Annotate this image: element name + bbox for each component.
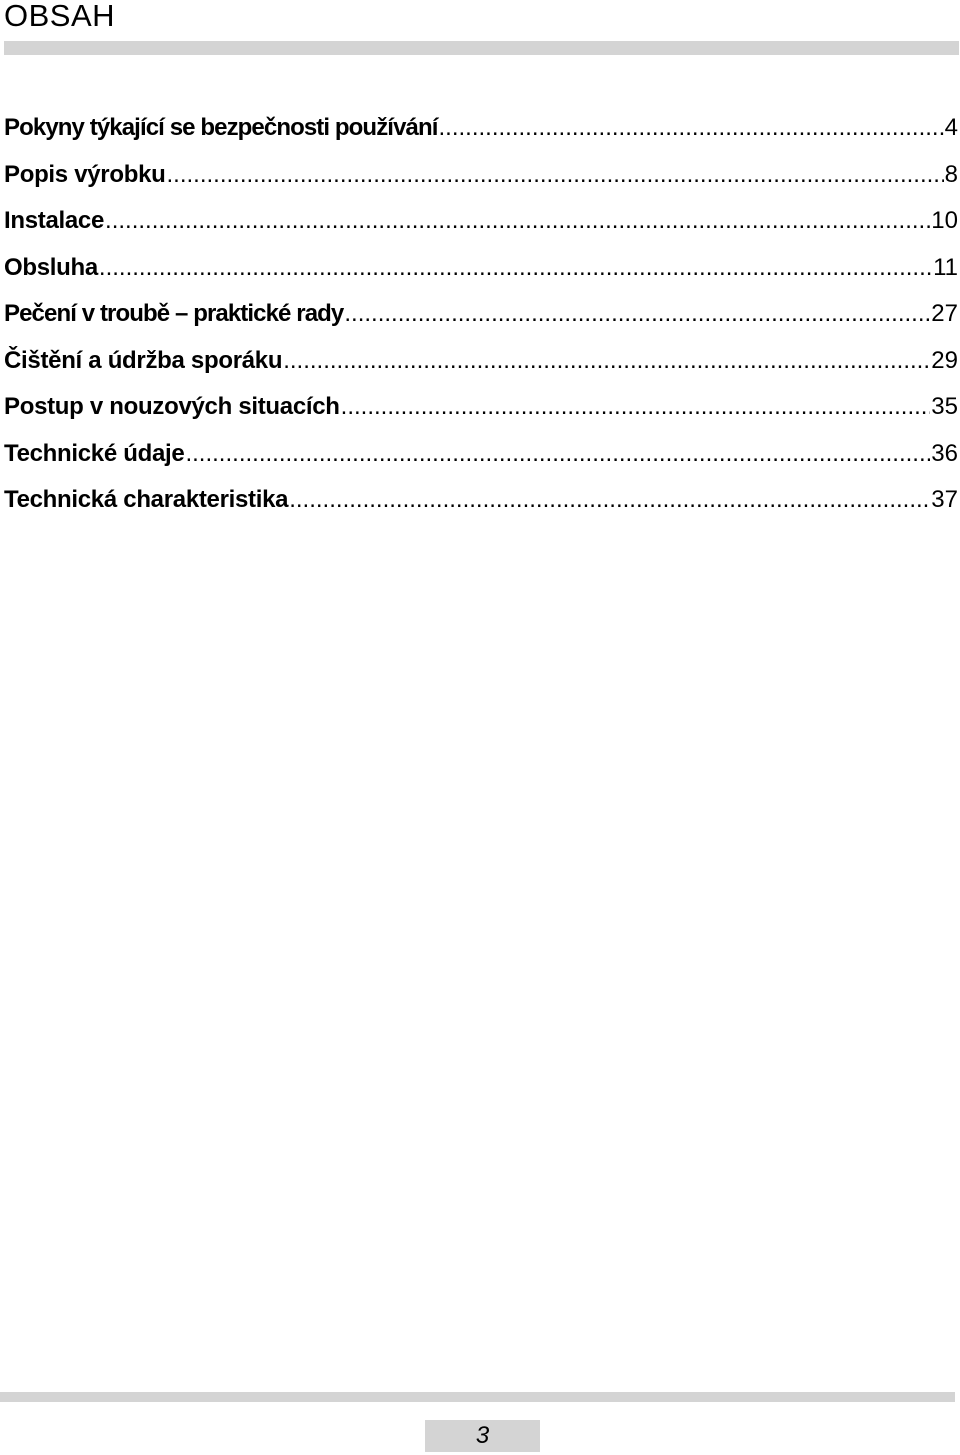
toc-leader-dots bbox=[344, 298, 930, 330]
toc-entry-label: Pokyny týkající se bezpečnosti používání bbox=[4, 114, 438, 141]
toc-leader-dots bbox=[341, 391, 931, 423]
toc-entry-page: 35 bbox=[931, 393, 958, 420]
toc-entry-label: Obsluha bbox=[4, 253, 98, 281]
toc-entry-page: 10 bbox=[931, 207, 958, 234]
toc-entry-label: Technické údaje bbox=[4, 439, 185, 467]
toc-entry-page: 11 bbox=[933, 253, 958, 281]
toc-entry-label: Pečení v troubě – praktické rady bbox=[4, 300, 344, 327]
footer-rule bbox=[0, 1392, 955, 1402]
toc-leader-dots bbox=[289, 484, 930, 516]
toc-entry-label: Čištění a údržba sporáku bbox=[4, 346, 283, 374]
toc-entry[interactable] bbox=[4, 391, 958, 438]
page-title: OBSAH bbox=[4, 0, 116, 33]
toc-entry[interactable] bbox=[4, 159, 958, 206]
toc-entry-page: 36 bbox=[931, 439, 958, 467]
toc-leader-dots bbox=[283, 345, 930, 377]
toc-entry-page: 8 bbox=[944, 160, 958, 188]
toc-entry-page: 37 bbox=[931, 486, 958, 513]
toc-entry[interactable] bbox=[4, 298, 958, 345]
toc-entry[interactable] bbox=[4, 112, 958, 159]
header-rule bbox=[4, 41, 959, 55]
toc-leader-dots bbox=[105, 205, 930, 237]
toc-entry[interactable] bbox=[4, 252, 958, 299]
toc-entry-label: Popis výrobku bbox=[4, 160, 166, 188]
toc-entry-page: 29 bbox=[931, 346, 958, 374]
toc-entry[interactable] bbox=[4, 438, 958, 485]
toc-entry-label: Technická charakteristika bbox=[4, 486, 289, 513]
toc-entry-label: Instalace bbox=[4, 207, 105, 234]
page-number bbox=[425, 1420, 540, 1452]
toc-leader-dots bbox=[166, 159, 943, 191]
toc-entry-page: 27 bbox=[931, 300, 958, 327]
toc-leader-dots bbox=[185, 438, 930, 470]
toc-entry-page: 4 bbox=[944, 114, 958, 141]
toc-entry[interactable] bbox=[4, 345, 958, 392]
table-of-contents bbox=[4, 112, 958, 531]
toc-entry-label: Postup v nouzových situacích bbox=[4, 393, 340, 420]
toc-entry[interactable] bbox=[4, 484, 958, 531]
toc-leader-dots bbox=[99, 252, 932, 284]
toc-entry[interactable] bbox=[4, 205, 958, 252]
page-number-label: 3 bbox=[475, 1422, 490, 1449]
toc-leader-dots bbox=[439, 112, 944, 144]
